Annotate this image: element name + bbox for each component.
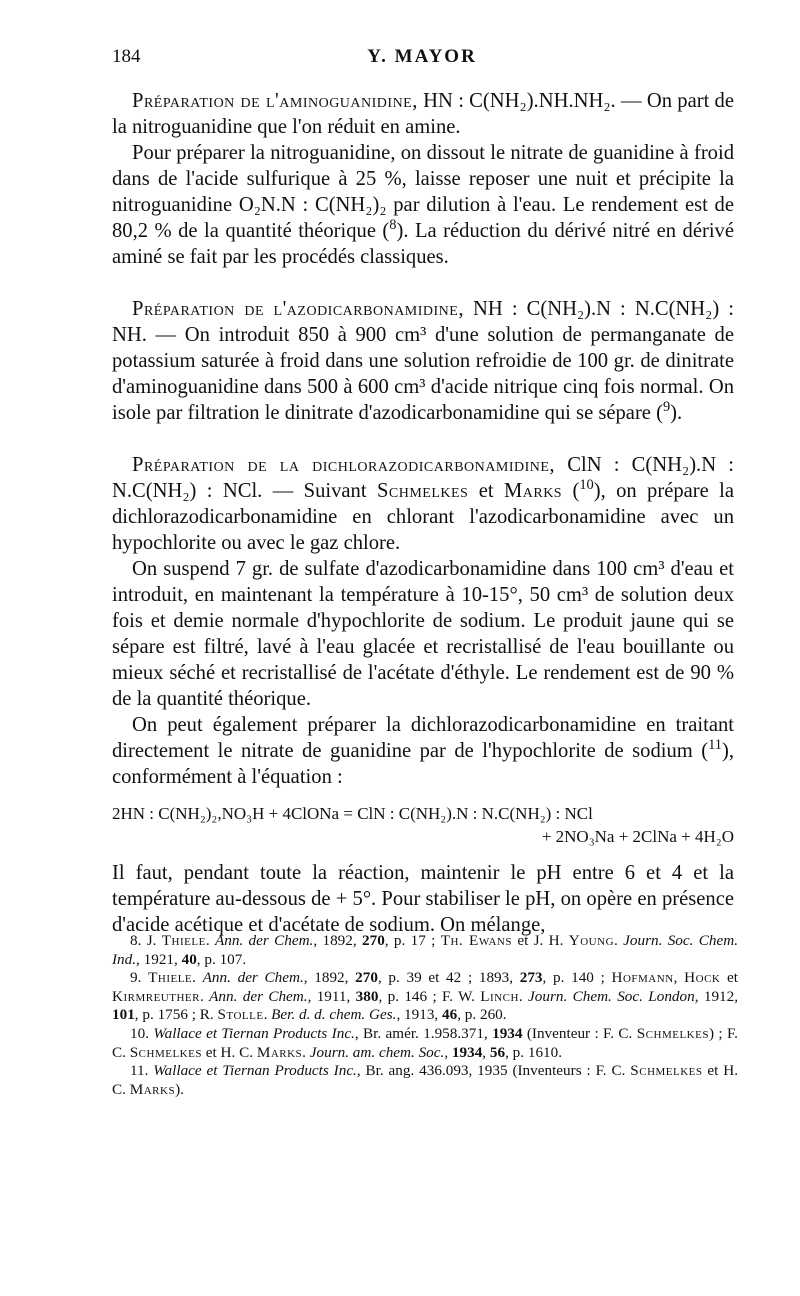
section-title: Préparation de l'aminoguanidine, bbox=[132, 90, 418, 112]
author-name: Schmelkes bbox=[376, 480, 469, 502]
section-aminoguanidine: Préparation de l'aminoguanidine, HN : C(NH₂).NH.NH₂. — On part de la nitroguanidine que l'on réduit en amine. bbox=[112, 90, 734, 138]
paragraph: Pour préparer la nitroguanidine, on dissout le nitrate de guanidine à froid dans de l'acide sulfurique à 25 %, laisse reposer une nuit et précipite la nitroguanidine O₂N.N : C(NH₂)₂ par dilution à l'eau. Le rendement est de 80,2 % de la quantité théorique ($^8$). La réduction du dérivé nitré en dérivé aminé se fait par les procédés classiques. bbox=[112, 142, 734, 268]
section-title: Préparation de la dichlorazodicarbonamidine, bbox=[132, 454, 556, 476]
footnote-10: 10. Wallace et Tiernan Products Inc., Br. amér. 1.958.371, 1934 (Inventeur : F. C. Schmelkes) ; F. C. Schmelkes et H. C. Marks. Journ. am. chem. Soc., 1934, 56, p. 1610. bbox=[112, 1024, 738, 1061]
running-title: Y. MAYOR bbox=[367, 46, 477, 67]
paragraph: On peut également préparer la dichlorazodicarbonamidine en traitant directement le nitrate de guanidine par de l'hypochlorite de sodium ($^{11}$), conformément à l'équation : bbox=[112, 714, 734, 788]
formula: ClN : C(NH₂).N : N.C(NH₂) : NCl. bbox=[112, 454, 734, 502]
reference-mark: 10 bbox=[579, 477, 594, 494]
reference-mark: 11 bbox=[708, 737, 722, 754]
paragraph: On suspend 7 gr. de sulfate d'azodicarbonamidine dans 100 cm³ d'eau et introduit, en maintenant la température à 10-15°, 50 cm³ de solution deux fois et demie normale d'hypochlorite de sodium. Le produit jaune qui se sépare est filtré, lavé à l'eau glacée et recristallisé de l'eau bouillante ou mieux séché et recristallisé de l'acétate d'éthyle. Le rendement est de 90 % de la quantité théorique. bbox=[112, 558, 734, 710]
paragraph: Il faut, pendant toute la réaction, maintenir le pH entre 6 et 4 et la température au-dessous de + 5°. Pour stabiliser le pH, on opère en présence d'acide acétique et d'acétate de sodium. On mélange, bbox=[112, 862, 734, 936]
main-text bbox=[112, 88, 734, 938]
footnote-8: 8. J. Thiele. Ann. der Chem., 1892, 270, p. 17 ; Th. Ewans et J. H. Young. Journ. Soc. Chem. Ind., 1921, 40, p. 107. bbox=[112, 932, 739, 968]
equation-line: 2HN : C(NH₂)₂,NO₃H + 4ClONa = ClN : C(NH₂).N : N.C(NH₂) : NCl bbox=[112, 804, 593, 823]
author-name: Marks bbox=[503, 480, 563, 502]
footnotes bbox=[112, 932, 738, 1099]
chemical-equation bbox=[112, 802, 734, 848]
reference-mark: 8 bbox=[389, 217, 397, 234]
section-azodicarbonamidine: Préparation de l'azodicarbonamidine, NH : C(NH₂).N : N.C(NH₂) : NH. — On introduit 850 à 900 cm³ d'une solution de permanganate de potassium saturée à froid dans une solution refroidie de 100 gr. de dinitrate d'aminoguanidine dans 500 à 600 cm³ d'acide nitrique cinq fois normal. On isole par filtration le dinitrate d'azodicarbonamidine qui se sépare ($^9$). bbox=[112, 298, 734, 424]
footnote-9: 9. Thiele. Ann. der Chem., 1892, 270, p. 39 et 42 ; 1893, 273, p. 140 ; Hofmann, Hock et Kirmreuther. Ann. der Chem., 1911, 380, p. 146 ; F. W. Linch. Journ. Chem. Soc. London, 1912, 101, p. 1756 ; R. Stolle. Ber. d. d. chem. Ges., 1913, 46, p. 260. bbox=[112, 969, 739, 1024]
page-header bbox=[112, 46, 732, 74]
equation-line: + 2NO₃Na + 2ClNa + 4H₂O bbox=[541, 827, 734, 846]
formula: HN : C(NH₂).NH.NH₂. bbox=[423, 90, 616, 112]
footnote-11: 11. Wallace et Tiernan Products Inc., Br. ang. 436.093, 1935 (Inventeurs : F. C. Schmelkes et H. C. Marks). bbox=[112, 1062, 738, 1098]
section-title: Préparation de l'azodicarbonamidine, bbox=[132, 298, 464, 320]
page-number: 184 bbox=[112, 46, 141, 67]
formula: NH : C(NH₂).N : N.C(NH₂) : NH. bbox=[112, 298, 734, 346]
reference-mark: 9 bbox=[662, 399, 671, 416]
section-dichlorazodicarbonamidine: Préparation de la dichlorazodicarbonamidine, ClN : C(NH₂).N : N.C(NH₂) : NCl. — Suivant Schmelkes et Marks ($^{10}$), on prépare la dichlorazodicarbonamidine en chlorant l'azodicarbonamidine avec un hypochlorite ou avec le gaz chlore. bbox=[112, 454, 734, 554]
